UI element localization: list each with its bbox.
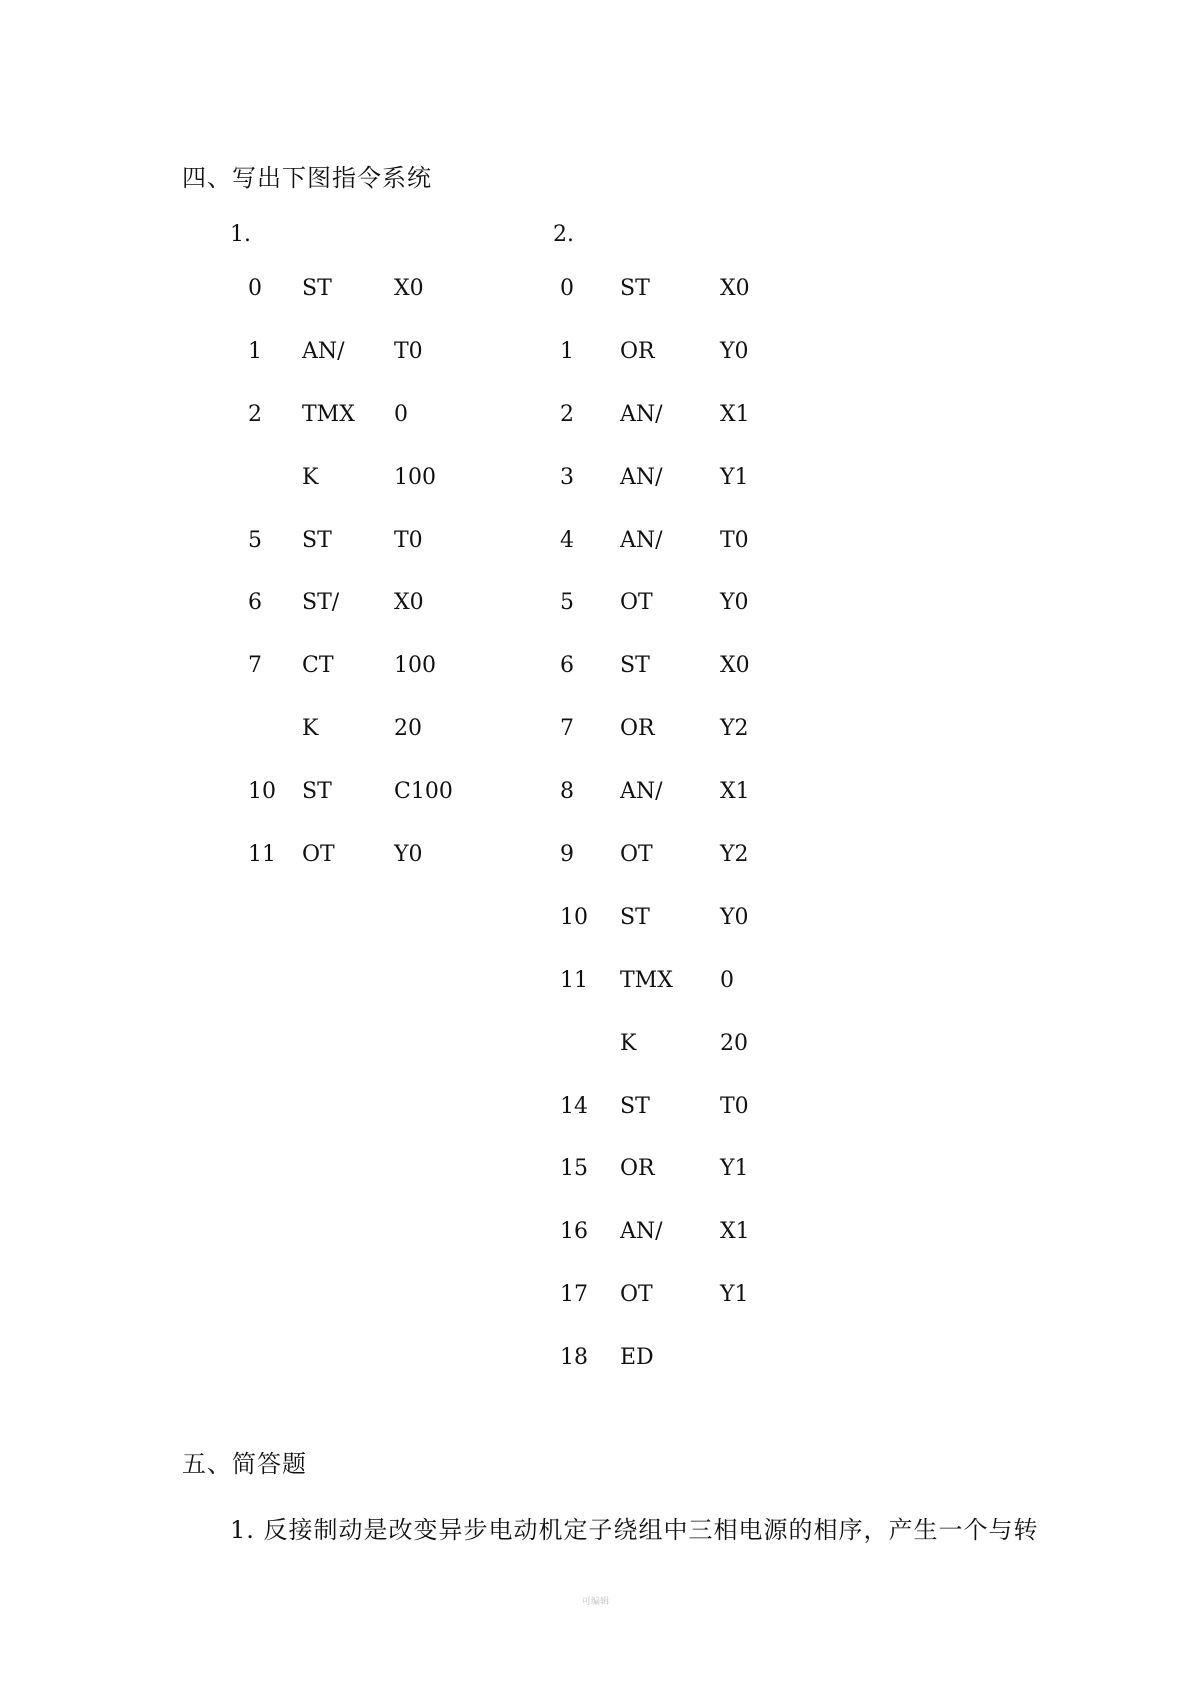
instruction-row [560,529,810,592]
step-number: 1 [560,338,574,364]
instruction-operand: Y1 [720,1282,749,1308]
instruction-op: OR [620,1156,655,1182]
instruction-row [560,340,810,403]
step-number: 11 [248,842,276,868]
instruction-operand: X0 [394,276,424,301]
instruction-operand: Y0 [720,590,749,616]
step-number: 6 [248,590,262,616]
page-footer: 可编辑 [581,1597,609,1607]
instruction-row [560,1032,810,1095]
instruction-op: ST [620,276,650,301]
short-answer-1: 1. 反接制动是改变异步电动机定子绕组中三相电源的相序，产生一个与转 [230,1516,1039,1544]
instruction-row [248,403,498,466]
step-number: 4 [560,527,574,553]
instruction-operand: X0 [394,590,424,616]
step-number: 17 [560,1282,588,1308]
program-2-label: 2. [553,222,574,247]
instruction-operand: Y1 [720,1156,749,1182]
instruction-operand: X1 [720,401,750,427]
instruction-operand: X1 [720,779,750,805]
step-number: 9 [560,842,574,868]
step-number: 5 [560,590,574,616]
step-number: 7 [248,653,262,679]
instruction-op: CT [302,653,334,679]
instruction-op: AN/ [620,527,663,553]
instruction-row [560,466,810,529]
instruction-op: ST [302,527,332,553]
instruction-operand: 100 [394,464,436,490]
instruction-op: TMX [302,401,355,427]
step-number: 14 [560,1093,588,1119]
instruction-row [560,906,810,969]
instruction-row [560,1095,810,1158]
instruction-row [248,591,498,654]
instruction-row [248,277,498,340]
instruction-op: ST [302,779,332,805]
instruction-op: ED [620,1345,654,1371]
instruction-operand: X1 [720,1219,750,1245]
step-number: 2 [248,401,262,427]
instruction-row [560,1346,810,1409]
step-number: 18 [560,1345,588,1371]
instruction-operand: 20 [720,1030,748,1056]
instruction-operand: T0 [394,527,423,553]
instruction-row [560,780,810,843]
program-2-listing [560,277,810,1409]
instruction-op: ST [302,276,332,301]
instruction-op: K [302,464,319,490]
step-number: 1 [248,338,262,364]
step-number: 2 [560,401,574,427]
instruction-row [248,717,498,780]
section-5-title: 五、简答题 [182,1450,307,1478]
instruction-operand: 0 [394,401,408,427]
instruction-row [248,340,498,403]
instruction-row [560,277,810,340]
step-number: 0 [248,276,262,301]
instruction-op: ST [620,904,650,930]
instruction-operand: Y0 [720,904,749,930]
instruction-operand: Y0 [394,842,423,868]
instruction-operand: C100 [394,779,453,805]
instruction-op: OT [620,842,653,868]
step-number: 3 [560,464,574,490]
instruction-row [248,529,498,592]
instruction-operand: T0 [394,338,423,364]
instruction-row [248,780,498,843]
instruction-row [560,591,810,654]
instruction-row [560,1283,810,1346]
instruction-op: AN/ [620,1219,663,1245]
instruction-operand: Y2 [720,842,749,868]
step-number: 6 [560,653,574,679]
instruction-operand: 100 [394,653,436,679]
step-number: 0 [560,276,574,301]
instruction-operand: T0 [720,1093,749,1119]
instruction-operand: X0 [720,653,750,679]
instruction-operand: X0 [720,276,750,301]
step-number: 8 [560,779,574,805]
instruction-row [560,1157,810,1220]
instruction-op: OR [620,338,655,364]
step-number: 7 [560,716,574,742]
instruction-operand: T0 [720,527,749,553]
instruction-operand: Y0 [720,338,749,364]
instruction-op: TMX [620,967,673,993]
instruction-row [560,403,810,466]
instruction-row [560,717,810,780]
instruction-row [560,969,810,1032]
instruction-op: K [302,716,319,742]
instruction-op: OT [620,590,653,616]
instruction-op: OT [302,842,335,868]
instruction-op: AN/ [620,464,663,490]
program-1-listing [248,277,498,906]
section-4-title: 四、写出下图指令系统 [182,164,432,192]
instruction-row [248,466,498,529]
step-number: 11 [560,967,588,993]
instruction-op: ST [620,1093,650,1119]
step-number: 5 [248,527,262,553]
instruction-op: AN/ [302,338,345,364]
instruction-row [560,843,810,906]
instruction-op: OT [620,1282,653,1308]
instruction-operand: Y1 [720,464,749,490]
step-number: 10 [560,904,588,930]
instruction-operand: Y2 [720,716,749,742]
instruction-op: ST/ [302,590,340,616]
step-number: 10 [248,779,276,805]
instruction-op: AN/ [620,779,663,805]
instruction-operand: 0 [720,967,734,993]
instruction-op: AN/ [620,401,663,427]
instruction-op: OR [620,716,655,742]
instruction-row [560,1220,810,1283]
instruction-operand: 20 [394,716,422,742]
step-number: 15 [560,1156,588,1182]
instruction-row [248,654,498,717]
instruction-row [248,843,498,906]
instruction-row [560,654,810,717]
instruction-op: ST [620,653,650,679]
step-number: 16 [560,1219,588,1245]
program-1-label: 1. [230,222,251,247]
instruction-op: K [620,1030,637,1056]
